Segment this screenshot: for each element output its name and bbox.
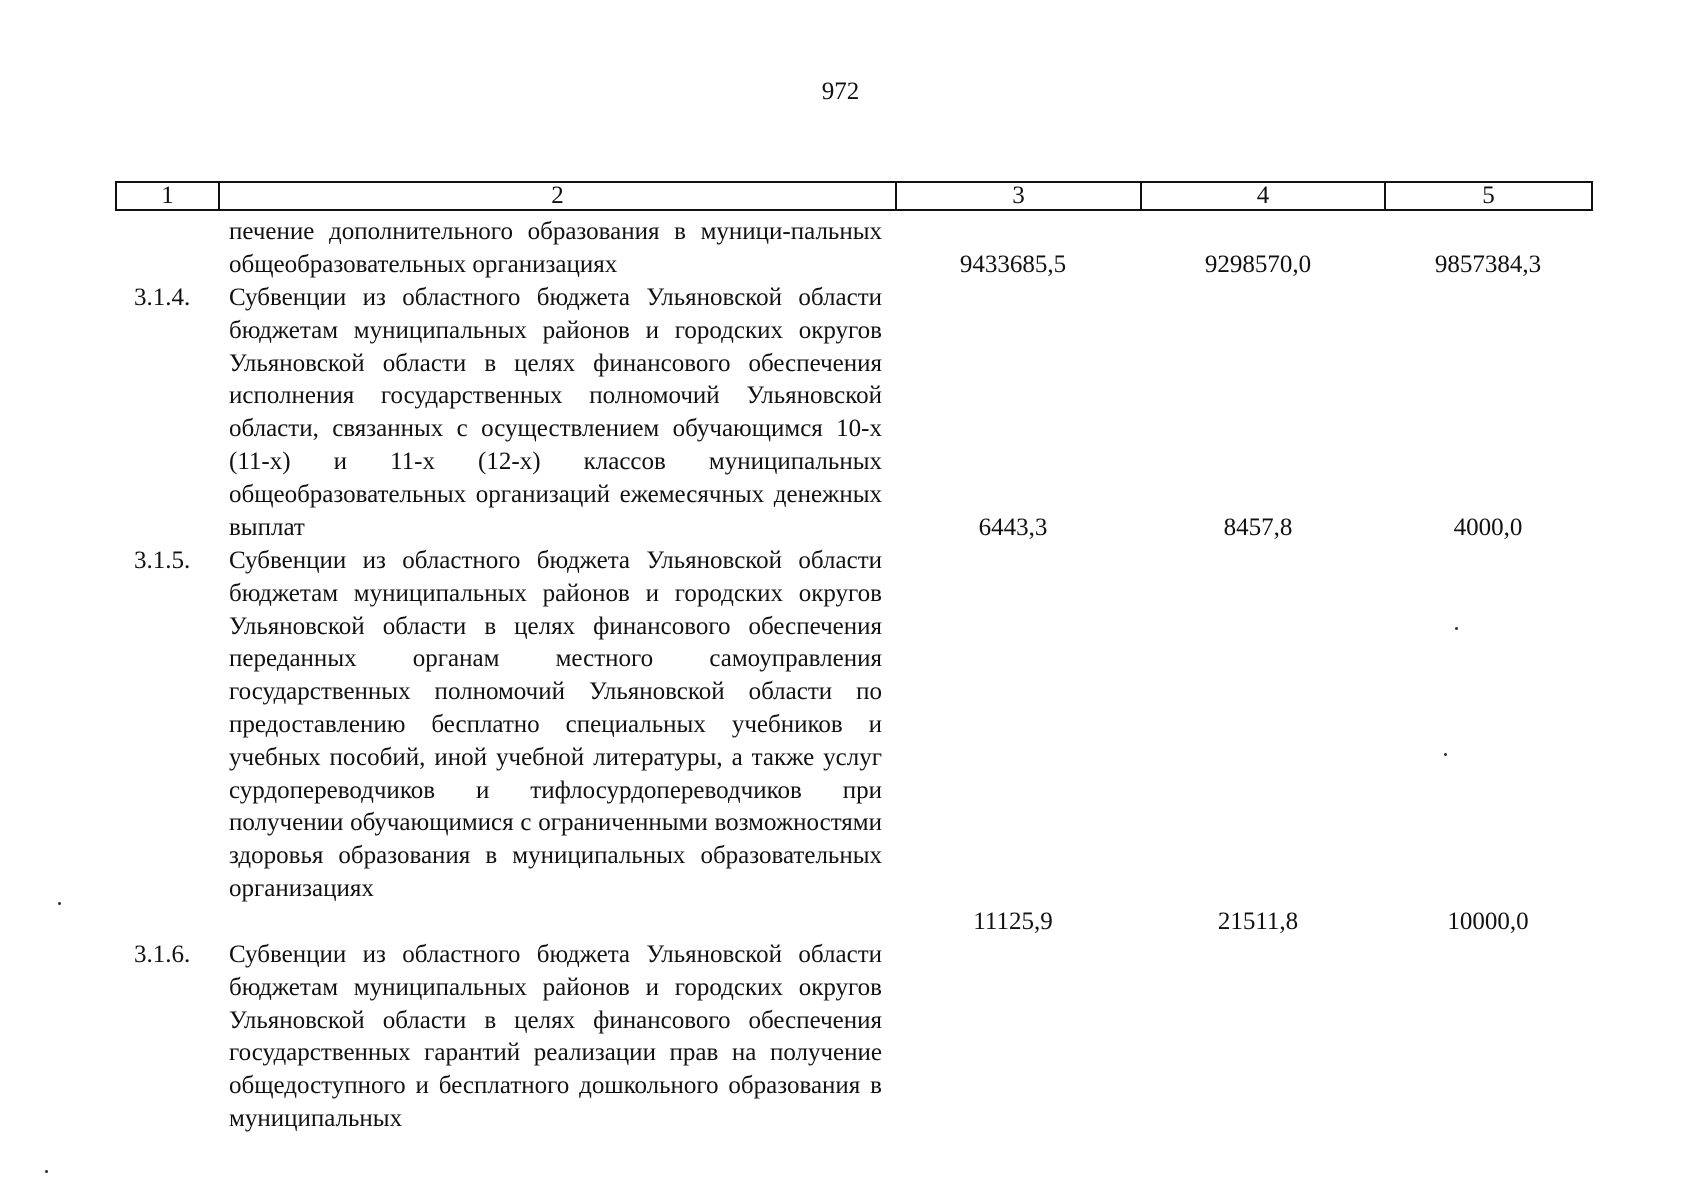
row-value-col-3: 11125,9 — [973, 908, 1053, 935]
scan-speck — [1444, 753, 1447, 756]
row-description: Субвенции из областного бюджета Ульяновской области бюджетам муниципальных районов и городских округов Ульяновской области в целях финансового обеспечения государственных гарантий реализации прав на получение общедоступного и бесплатного дошкольного образования в муниципальных — [229, 941, 882, 1132]
row-value-col-4: 8457,8 — [1223, 514, 1293, 541]
table-header-col-4: 4 — [1140, 183, 1384, 209]
table-header-col-2: 2 — [218, 183, 895, 209]
row-value-col-4: 9298570,0 — [1204, 251, 1312, 278]
row-value-col-5: 9857384,3 — [1434, 251, 1542, 278]
row-number: 3.1.5. — [134, 547, 191, 574]
table-header-col-1: 1 — [161, 182, 174, 209]
row-value-col-5: 10000,0 — [1447, 908, 1529, 935]
row-number: 3.1.4. — [134, 284, 191, 311]
row-description: печение дополнительного образования в муници-пальных общеобразовательных организациях — [229, 218, 882, 278]
row-value-col-5: 4000,0 — [1453, 514, 1523, 541]
table-header-row — [115, 181, 1593, 211]
row-description: Субвенции из областного бюджета Ульяновской области бюджетам муниципальных районов и городских округов Ульяновской области в целях финансового обеспечения исполнения государственных полномочий Ульяновской области, связанных с осуществлением обучающимся 10-х (11-х) и 11-х (12-х) классов муниципальных общеобразовательных организаций ежемесячных денежных выплат — [229, 284, 882, 541]
row-value-col-3: 9433685,5 — [959, 251, 1067, 278]
scan-speck — [1455, 627, 1458, 630]
scan-speck — [45, 1170, 48, 1173]
table-header-col-5: 5 — [1384, 183, 1591, 209]
row-number: 3.1.6. — [134, 941, 191, 968]
table-header-col-3: 3 — [895, 183, 1140, 209]
row-value-col-4: 21511,8 — [1217, 908, 1299, 935]
row-value-col-3: 6443,3 — [978, 514, 1048, 541]
row-description: Субвенции из областного бюджета Ульяновской области бюджетам муниципальных районов и городских округов Ульяновской области в целях финансового обеспечения переданных органам местного самоуправления государственных полномочий Ульяновской области по предоставлению бесплатно специальных учебников и учебных пособий, иной учебной литературы, а также услуг сурдопереводчиков и тифлосурдопереводчиков при получении обучающимися с ограниченными возможностями здоровья образования в муниципальных образовательных организациях — [229, 547, 882, 902]
scan-speck — [58, 902, 61, 905]
page-number: 972 — [821, 78, 860, 105]
